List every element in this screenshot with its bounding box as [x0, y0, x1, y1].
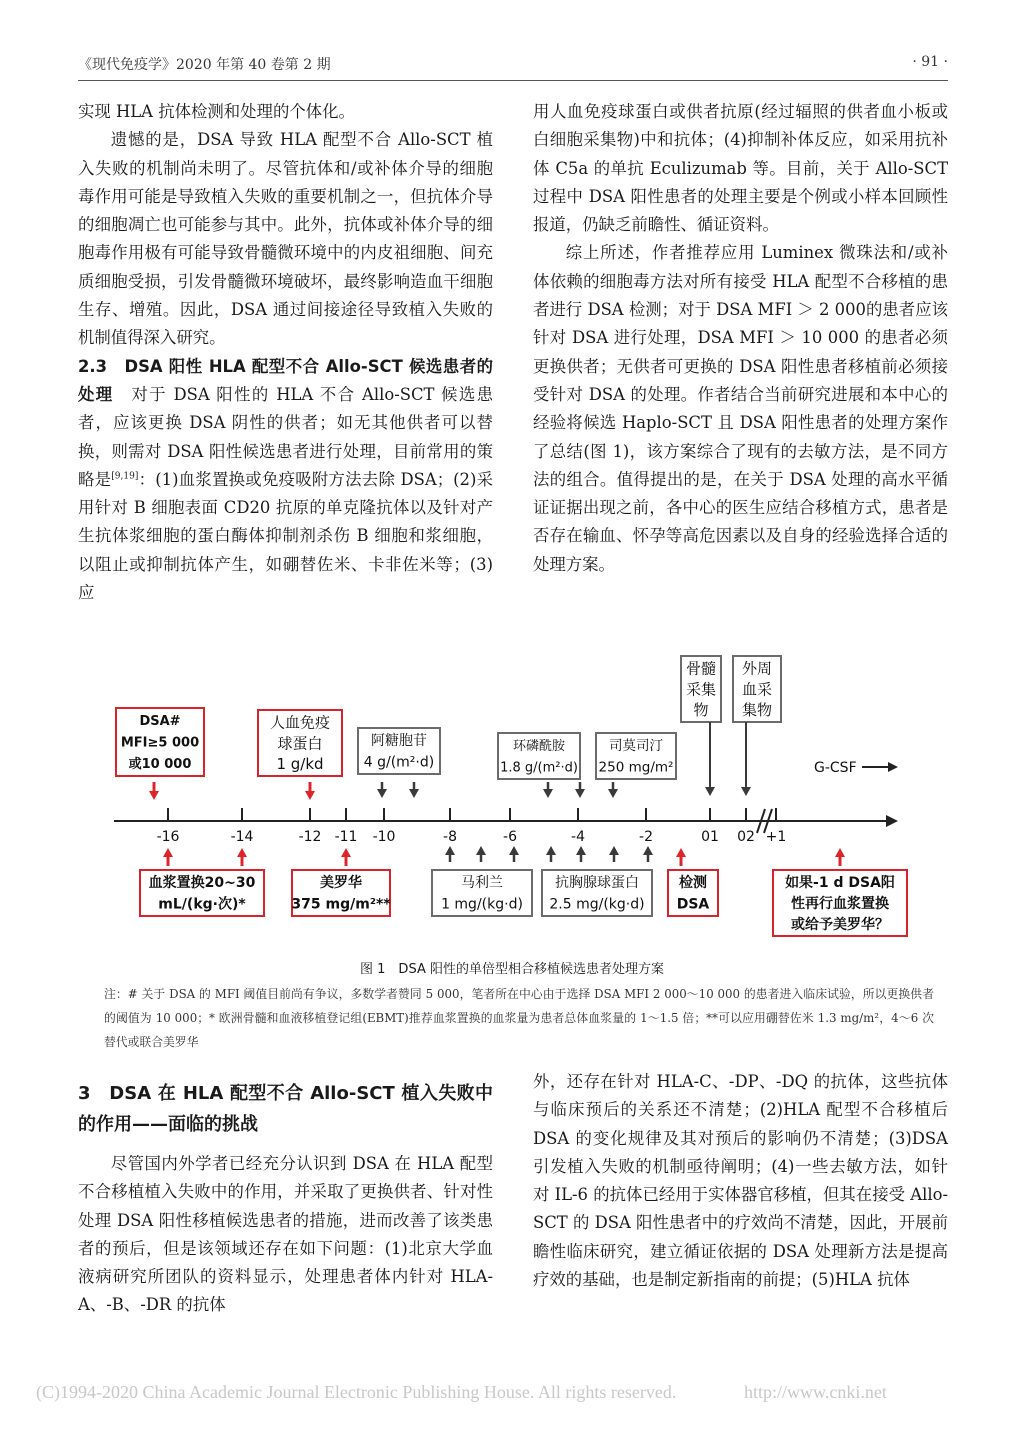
red-down-arrow-head	[149, 791, 159, 800]
tick-label: -2	[639, 829, 653, 845]
dark-up-arrow-head	[546, 846, 556, 855]
dark-up-arrow-head	[643, 846, 653, 855]
atg-box-label: 抗胸腺球蛋白	[555, 875, 639, 892]
red-up-arrow-head	[341, 848, 351, 857]
ivig-box-label: 球蛋白	[277, 734, 323, 753]
figure-caption: 图 1 DSA 阳性的单倍型相合移植候选患者处理方案	[360, 962, 664, 977]
cytarabine-box-label: 阿糖胞苷	[371, 733, 427, 750]
copyright-text: (C)1994-2020 China Academic Journal Electronic Publishing House. All rights reserved.	[36, 1382, 677, 1402]
section-2-3	[78, 353, 493, 608]
timeline-diagram	[78, 648, 948, 950]
paragraph: 实现 HLA 抗体检测和处理的个体化。	[78, 102, 355, 121]
dark-down-arrow-head	[377, 789, 387, 798]
pb-collection-box-label: 血采	[741, 680, 773, 699]
left-column-bottom	[78, 1078, 493, 1320]
red-up-arrow-head	[676, 848, 686, 857]
tick-label: -8	[443, 829, 457, 845]
dsa-threshold-box-label: DSA#	[139, 713, 181, 729]
ivig-box-label: 1 g/kd	[276, 755, 324, 774]
cyclophosphamide-box-label: 环磷酰胺	[512, 738, 566, 754]
tick-label: -10	[372, 829, 396, 845]
paragraph-text: ：(1)血浆置换或免疫吸附方法去除 DSA；(2)采用针对 B 细胞表面 CD20 抗原的单克隆抗体以及针对产生抗体浆细胞的蛋白酶体抑制剂杀伤 B 细胞和浆细胞，以阻止或抑制抗体产生，如硼替佐米、卡非佐米等；(3)应	[78, 469, 494, 603]
right-column-top	[533, 98, 948, 579]
dark-down-arrow-head	[409, 789, 419, 798]
marrow-collection-box-label: 物	[693, 701, 709, 720]
tick-label: +1	[765, 829, 787, 845]
dark-down-arrow-head	[608, 789, 618, 798]
dark-up-arrow-head	[509, 846, 519, 855]
rituximab-box-label: 美罗华	[320, 875, 362, 892]
detect-dsa-box-label: DSA	[676, 896, 710, 913]
dsa-threshold-box-label: 或10 000	[128, 757, 192, 773]
gcsf-arrow-head	[888, 762, 898, 772]
running-header	[78, 54, 948, 76]
page-number: · 91 ·	[912, 54, 948, 70]
tick-label: -16	[156, 829, 180, 845]
pb-arrow-head	[741, 787, 751, 796]
right-column-bottom	[533, 1068, 948, 1294]
dark-down-arrow-head	[575, 789, 585, 798]
tick-label: 01	[701, 829, 719, 845]
cnki-url: http://www.cnki.net	[744, 1382, 887, 1402]
red-up-arrow-head	[835, 848, 845, 857]
plasma-exchange-box-label: 血浆置换20~30	[148, 875, 256, 892]
tick-label: -12	[298, 829, 322, 845]
figure-1	[78, 648, 948, 950]
marrow-arrow-head	[705, 787, 715, 796]
paragraph: 尽管国内外学者已经充分认识到 DSA 在 HLA 配型不合移植植入失败中的作用，并采取了更换供者、针对性处理 DSA 阳性移植候选患者的措施，进而改善了该类患者的预后，但是该领域还存在如下问题：(1)北京大学血液病研究所团队的资料显示，处理患者体内针对 HLA-A、-B、-DR 的抗体	[78, 1154, 493, 1315]
dark-up-arrow-head	[576, 846, 586, 855]
repeat-exchange-box-label: 或给予美罗华？	[791, 916, 889, 933]
rituximab-box-label: 375 mg/m²**	[291, 896, 391, 913]
marrow-collection-box-label: 骨髓	[685, 659, 717, 678]
atg-box-label: 2.5 mg/(kg·d)	[549, 896, 645, 913]
cyclophosphamide-box-label: 1.8 g/(m²·d)	[500, 760, 578, 776]
red-up-arrow-head	[237, 848, 247, 857]
cytarabine-box-label: 4 g/(m²·d)	[363, 754, 435, 771]
red-down-arrow-head	[305, 791, 315, 800]
ivig-box-label: 人血免疫	[269, 713, 331, 732]
figure-note: 注：# 关于 DSA 的 MFI 阈值目前尚有争议，多数学者赞同 5 000，笔者所在中心由于选择 DSA MFI 2 000～10 000 的患者进入临床试验，所以更换供者的阈值为 10 000；* 欧洲骨髓和血液移植登记组(EBMT)推荐血浆置换的血浆量为患者总体血浆量的 1～1.5 倍；**可以应用硼替佐米 1.3 mg/m²，4～6 次替代或联合美罗华	[104, 987, 934, 1049]
paragraph: 外，还存在针对 HLA-C、-DP、-DQ 的抗体，这些抗体与临床预后的关系还不清楚；(2)HLA 配型不合移植后 DSA 的变化规律及其对预后的影响仍不清楚；(3)DSA 引发植入失败的机制亟待阐明；(4)一些去敏方法，如针对 IL-6 的抗体已经用于实体器官移植，但其在接受 Allo-SCT 的 DSA 阳性患者中的疗效尚不清楚，因此，开展前瞻性临床研究，建立循证依据的 DSA 处理新方法是提高疗效的基础，也是制定新指南的前提；(5)HLA 抗体	[533, 1072, 948, 1290]
marrow-collection-box-label: 采集	[685, 680, 717, 699]
dark-up-arrow-head	[609, 846, 619, 855]
plasma-exchange-box-label: mL/(kg·次)*	[158, 896, 246, 913]
paragraph: 用人血免疫球蛋白或供者抗原(经过辐照的供者血小板或白细胞采集物)中和抗体；(4)抑制补体反应，如采用抗补体 C5a 的单抗 Eculizumab 等。目前，关于 Allo-SCT 过程中 DSA 阳性患者的处理主要是个例或小样本回顾性报道，仍缺乏前瞻性、循证资料。	[533, 102, 948, 235]
tick-label: 02	[737, 829, 755, 845]
dark-up-arrow-head	[476, 846, 486, 855]
pb-collection-box-label: 集物	[741, 701, 773, 720]
header-rule	[78, 80, 948, 81]
paragraph-text: 对于 DSA 阳性的 HLA 不合 Allo-SCT 候选患者，应该更换 DSA 阴性的供者；如无其他供者可以替换，则需对 DSA 阳性候选患者进行处理，目前常用的策略是	[78, 384, 493, 489]
section-3-title: 3 DSA 在 HLA 配型不合 Allo-SCT 植入失败中的作用——面临的挑战	[78, 1083, 493, 1135]
semustine-box-label: 250 mg/m²	[598, 759, 674, 776]
gcsf-label: G-CSF	[814, 760, 857, 776]
detect-dsa-box-label: 检测	[679, 875, 707, 892]
timeline-axis-arrowhead	[886, 815, 898, 827]
semustine-box-label: 司莫司汀	[609, 738, 663, 755]
red-up-arrow-head	[163, 848, 173, 857]
tick-label: -4	[571, 829, 585, 845]
section-heading: 2.3 DSA 阳性 HLA 配型不合 Allo-SCT 候选患者的处理	[78, 356, 493, 404]
tick-label: -6	[503, 829, 517, 845]
repeat-exchange-box-label: 如果-1 d DSA阳	[785, 874, 895, 891]
busulfan-box-label: 马利兰	[461, 875, 503, 892]
citation: [9,19]	[111, 471, 139, 482]
busulfan-box-label: 1 mg/(kg·d)	[441, 896, 523, 913]
paragraph: 综上所述，作者推荐应用 Luminex 微珠法和/或补体依赖的细胞毒方法对所有接受 HLA 配型不合移植的患者进行 DSA 检测；对于 DSA MFI ＞ 2 000的患者应该针对 DSA 进行处理，DSA MFI ＞ 10 000 的患者必须更换供者；无供者可更换的 DSA 阳性患者移植前必须接受针对 DSA 的处理。作者结合当前研究进展和本中心的经验将候选 Haplo-SCT 且 DSA 阳性患者的处理方案作了总结(图 1)，该方案综合了现有的去敏方法，是不同方法的组合。值得提出的是，在关于 DSA 处理的高水平循证证据出现之前，各中心的医生应结合移植方式，患者是否存在输血、怀孕等高危因素以及自身的经验选择合适的处理方案。	[533, 243, 948, 574]
dark-down-arrow-head	[543, 789, 553, 798]
tick-label: -11	[334, 829, 358, 845]
pb-collection-box-label: 外周	[741, 659, 773, 678]
repeat-exchange-box-label: 性再行血浆置换	[791, 895, 889, 912]
paragraph: 遗憾的是，DSA 导致 HLA 配型不合 Allo-SCT 植入失败的机制尚未明了。尽管抗体和/或补体介导的细胞毒作用可能是导致植入失败的重要机制之一，但抗体介导的细胞凋亡也可能参与其中。此外，抗体或补体介导的细胞毒作用极有可能导致骨髓微环境中的内皮祖细胞、间充质细胞受损，引发骨髓微环境破坏，最终影响造血干细胞生存、增殖。因此，DSA 通过间接途径导致植入失败的机制值得深入研究。	[78, 130, 493, 348]
left-column-top	[78, 98, 493, 607]
dsa-threshold-box-label: MFI≥5 000	[120, 735, 200, 751]
dark-up-arrow-head	[445, 846, 455, 855]
tick-label: -14	[230, 829, 254, 845]
journal-title: 《现代免疫学》2020 年第 40 卷第 2 期	[78, 57, 331, 73]
